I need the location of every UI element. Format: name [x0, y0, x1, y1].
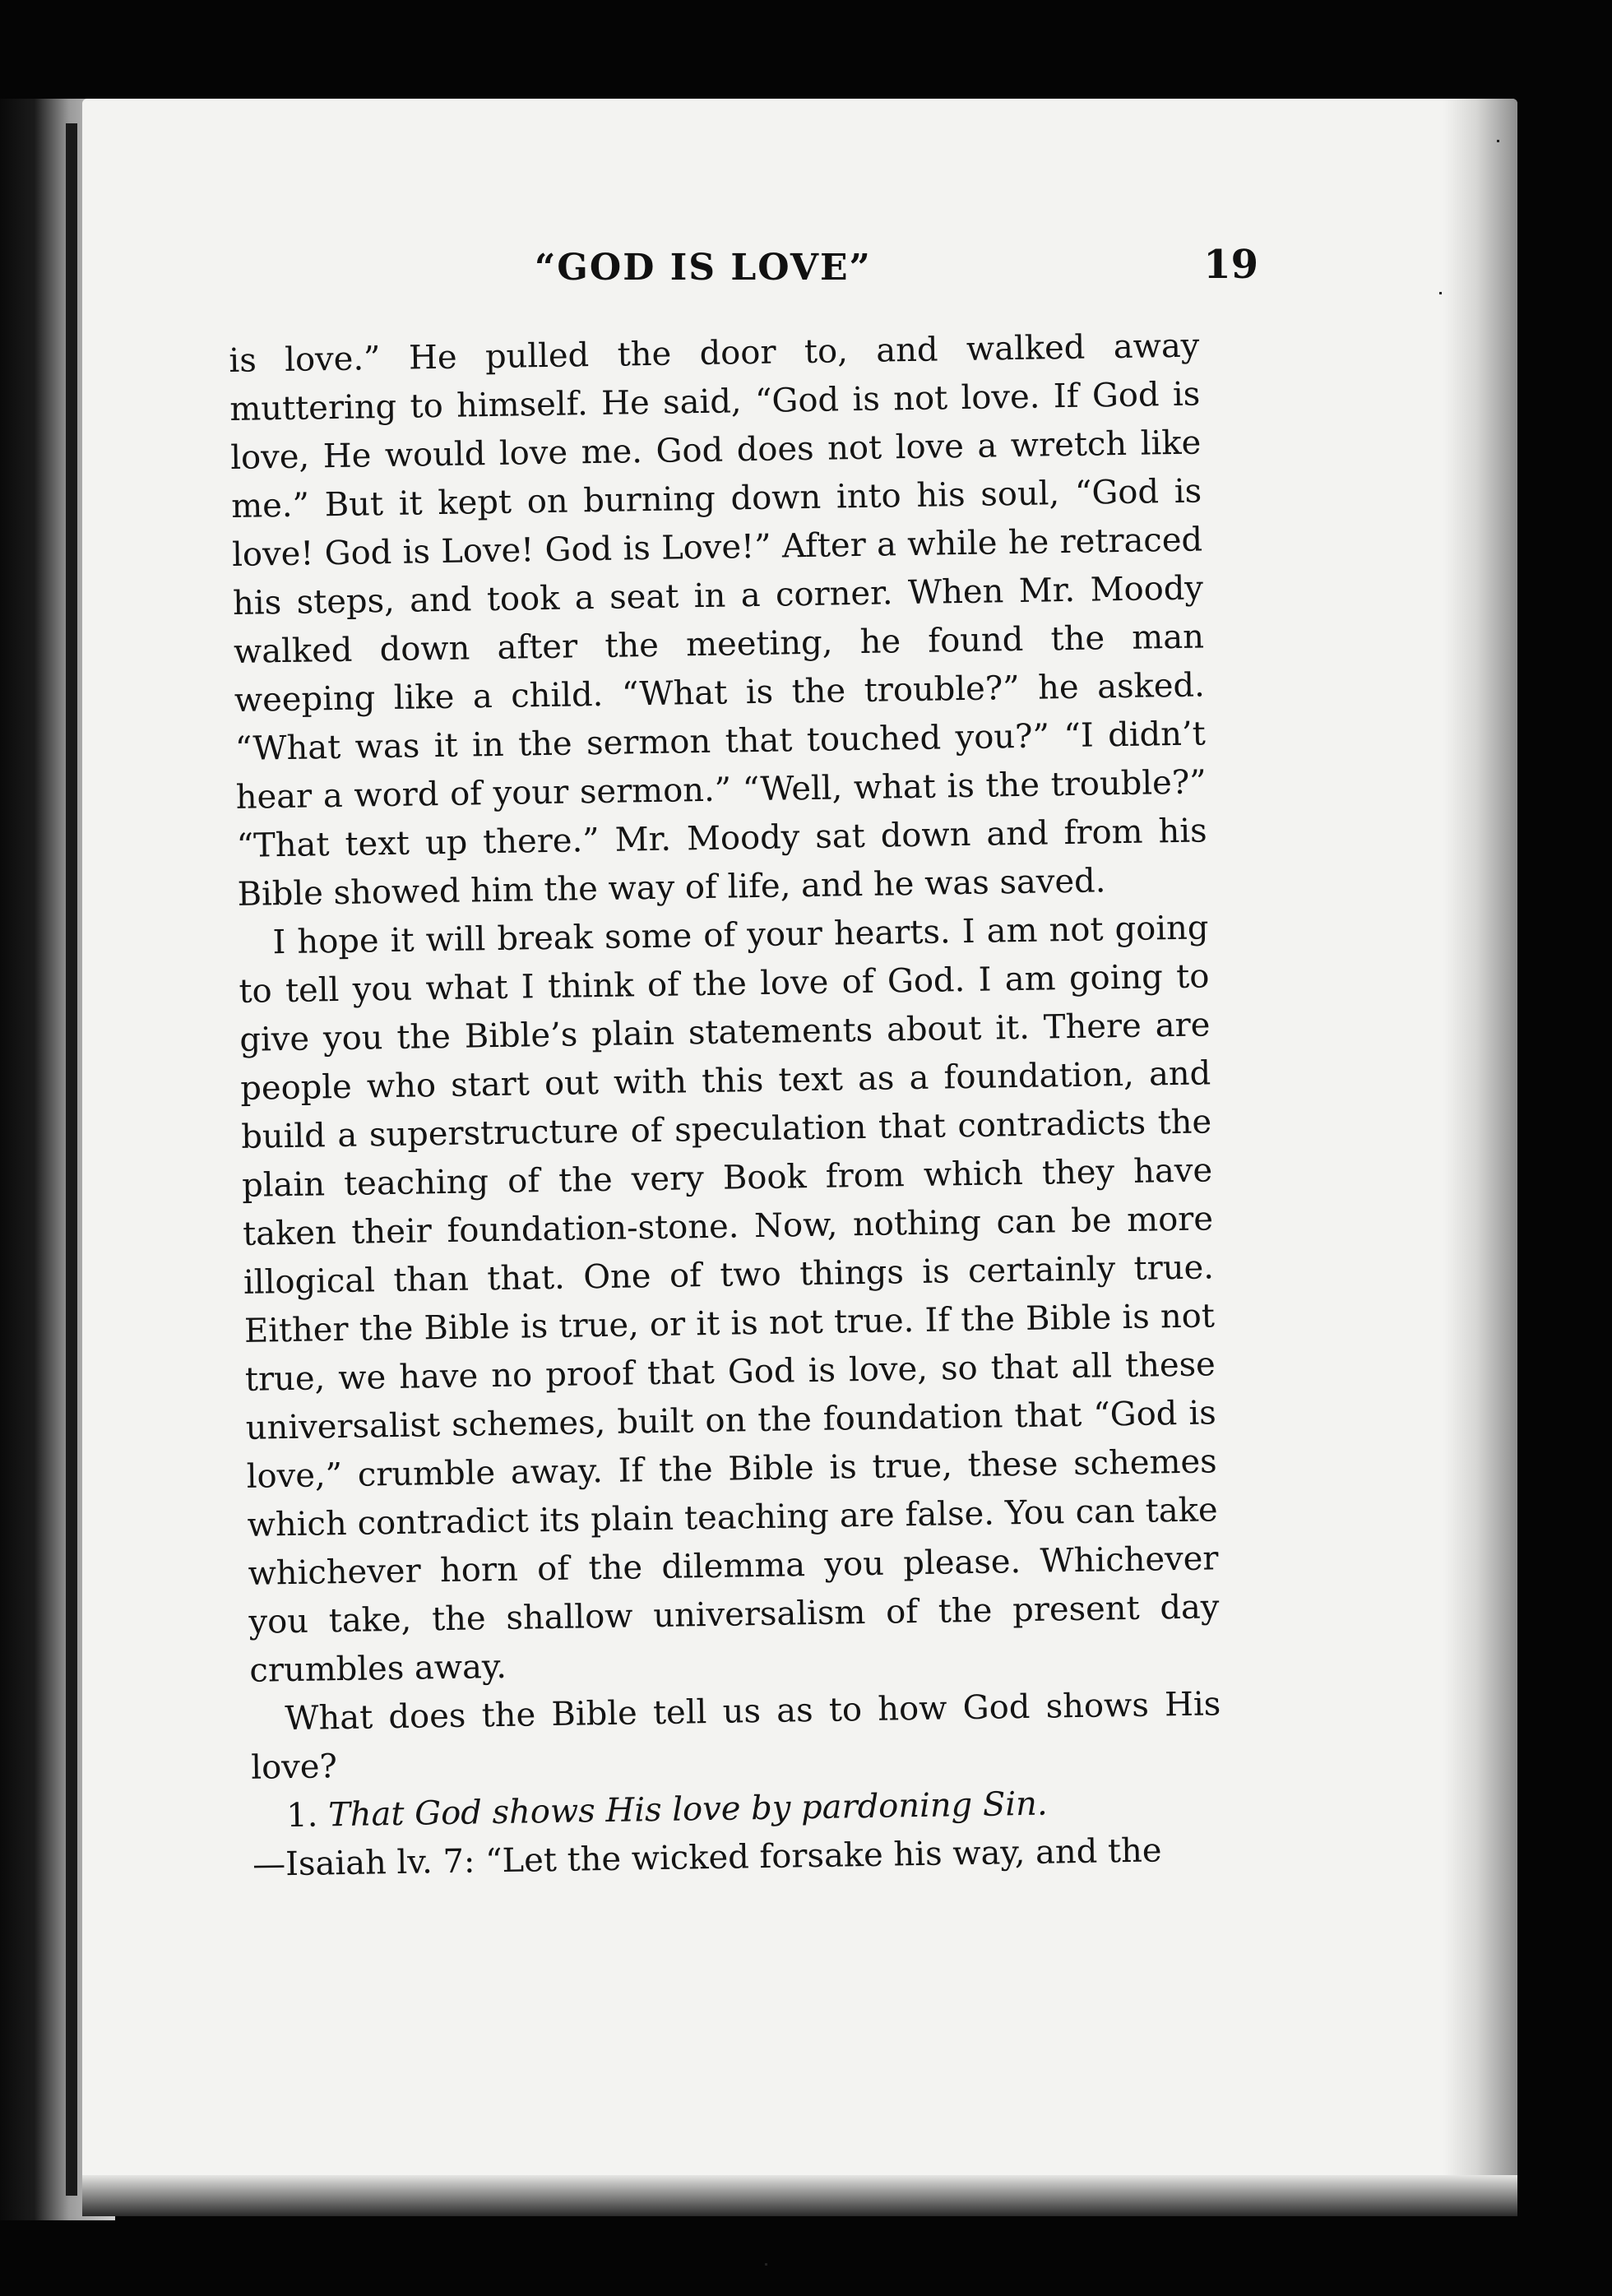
running-title: “GOD IS LOVE” [535, 247, 872, 289]
page-header [436, 242, 1258, 312]
binding-edge [66, 123, 77, 2196]
section-heading-text: That God shows His love by pardoning Sin. [327, 1784, 1048, 1835]
page-bottom-shadow [82, 2175, 1517, 2216]
section-continuation: —Isaiah lv. 7: “Let the wicked forsake his way, and the [252, 1831, 1162, 1884]
paragraph: is love.” He pulled the door to, and walked away muttering to himself. He said, “God is not love. If God is love, He would love me. God does not love a wretch like me.” But it kept on burning down into his soul, “God is love! God is Love! God is Love!” After a while he retraced his steps, and took a seat in a corner. When Mr. Moody walked down after the meeting, he found the man weeping like a child. “What is the trouble?” he asked. “What was it in the sermon that touched you?” “I didn’t hear a word of your sermon.” “Well, what is the trouble?” “That text up there.” Mr. Moody sat down and from his Bible showed him the way of life, and he was saved. [229, 326, 1207, 914]
section-number: 1. [285, 1796, 318, 1835]
paragraph: What does the Bible tell us as to how God shows His love? [250, 1685, 1221, 1787]
page-edge-shadow [1443, 99, 1517, 2216]
print-speck [765, 2263, 767, 2266]
page-number: 19 [1203, 242, 1258, 288]
body-text [229, 322, 1224, 1889]
print-speck [1497, 140, 1499, 142]
print-speck [1439, 292, 1442, 294]
paragraph: I hope it will break some of your hearts. I am not going to tell you what I think of the love of God. I am going to give you the Bible’s plain statements about it. There are people who start out with this text as a foundation, and build a superstructure of speculation that contradicts the plain teaching of the very Book from which they have taken their foundation-stone. Now, nothing can be more illogical than that. One of two things is certainly true. Either the Bible is true, or it is not true. If the Bible is not true, we have no proof that God is love, so that all these universalist schemes, built on the foundation that “God is love,” crumble away. If the Bible is true, these schemes which contradict its plain teaching are false. You can take whichever horn of the dilemma you please. Whichever you take, the shallow universalism of the present day crumbles away. [239, 909, 1220, 1690]
